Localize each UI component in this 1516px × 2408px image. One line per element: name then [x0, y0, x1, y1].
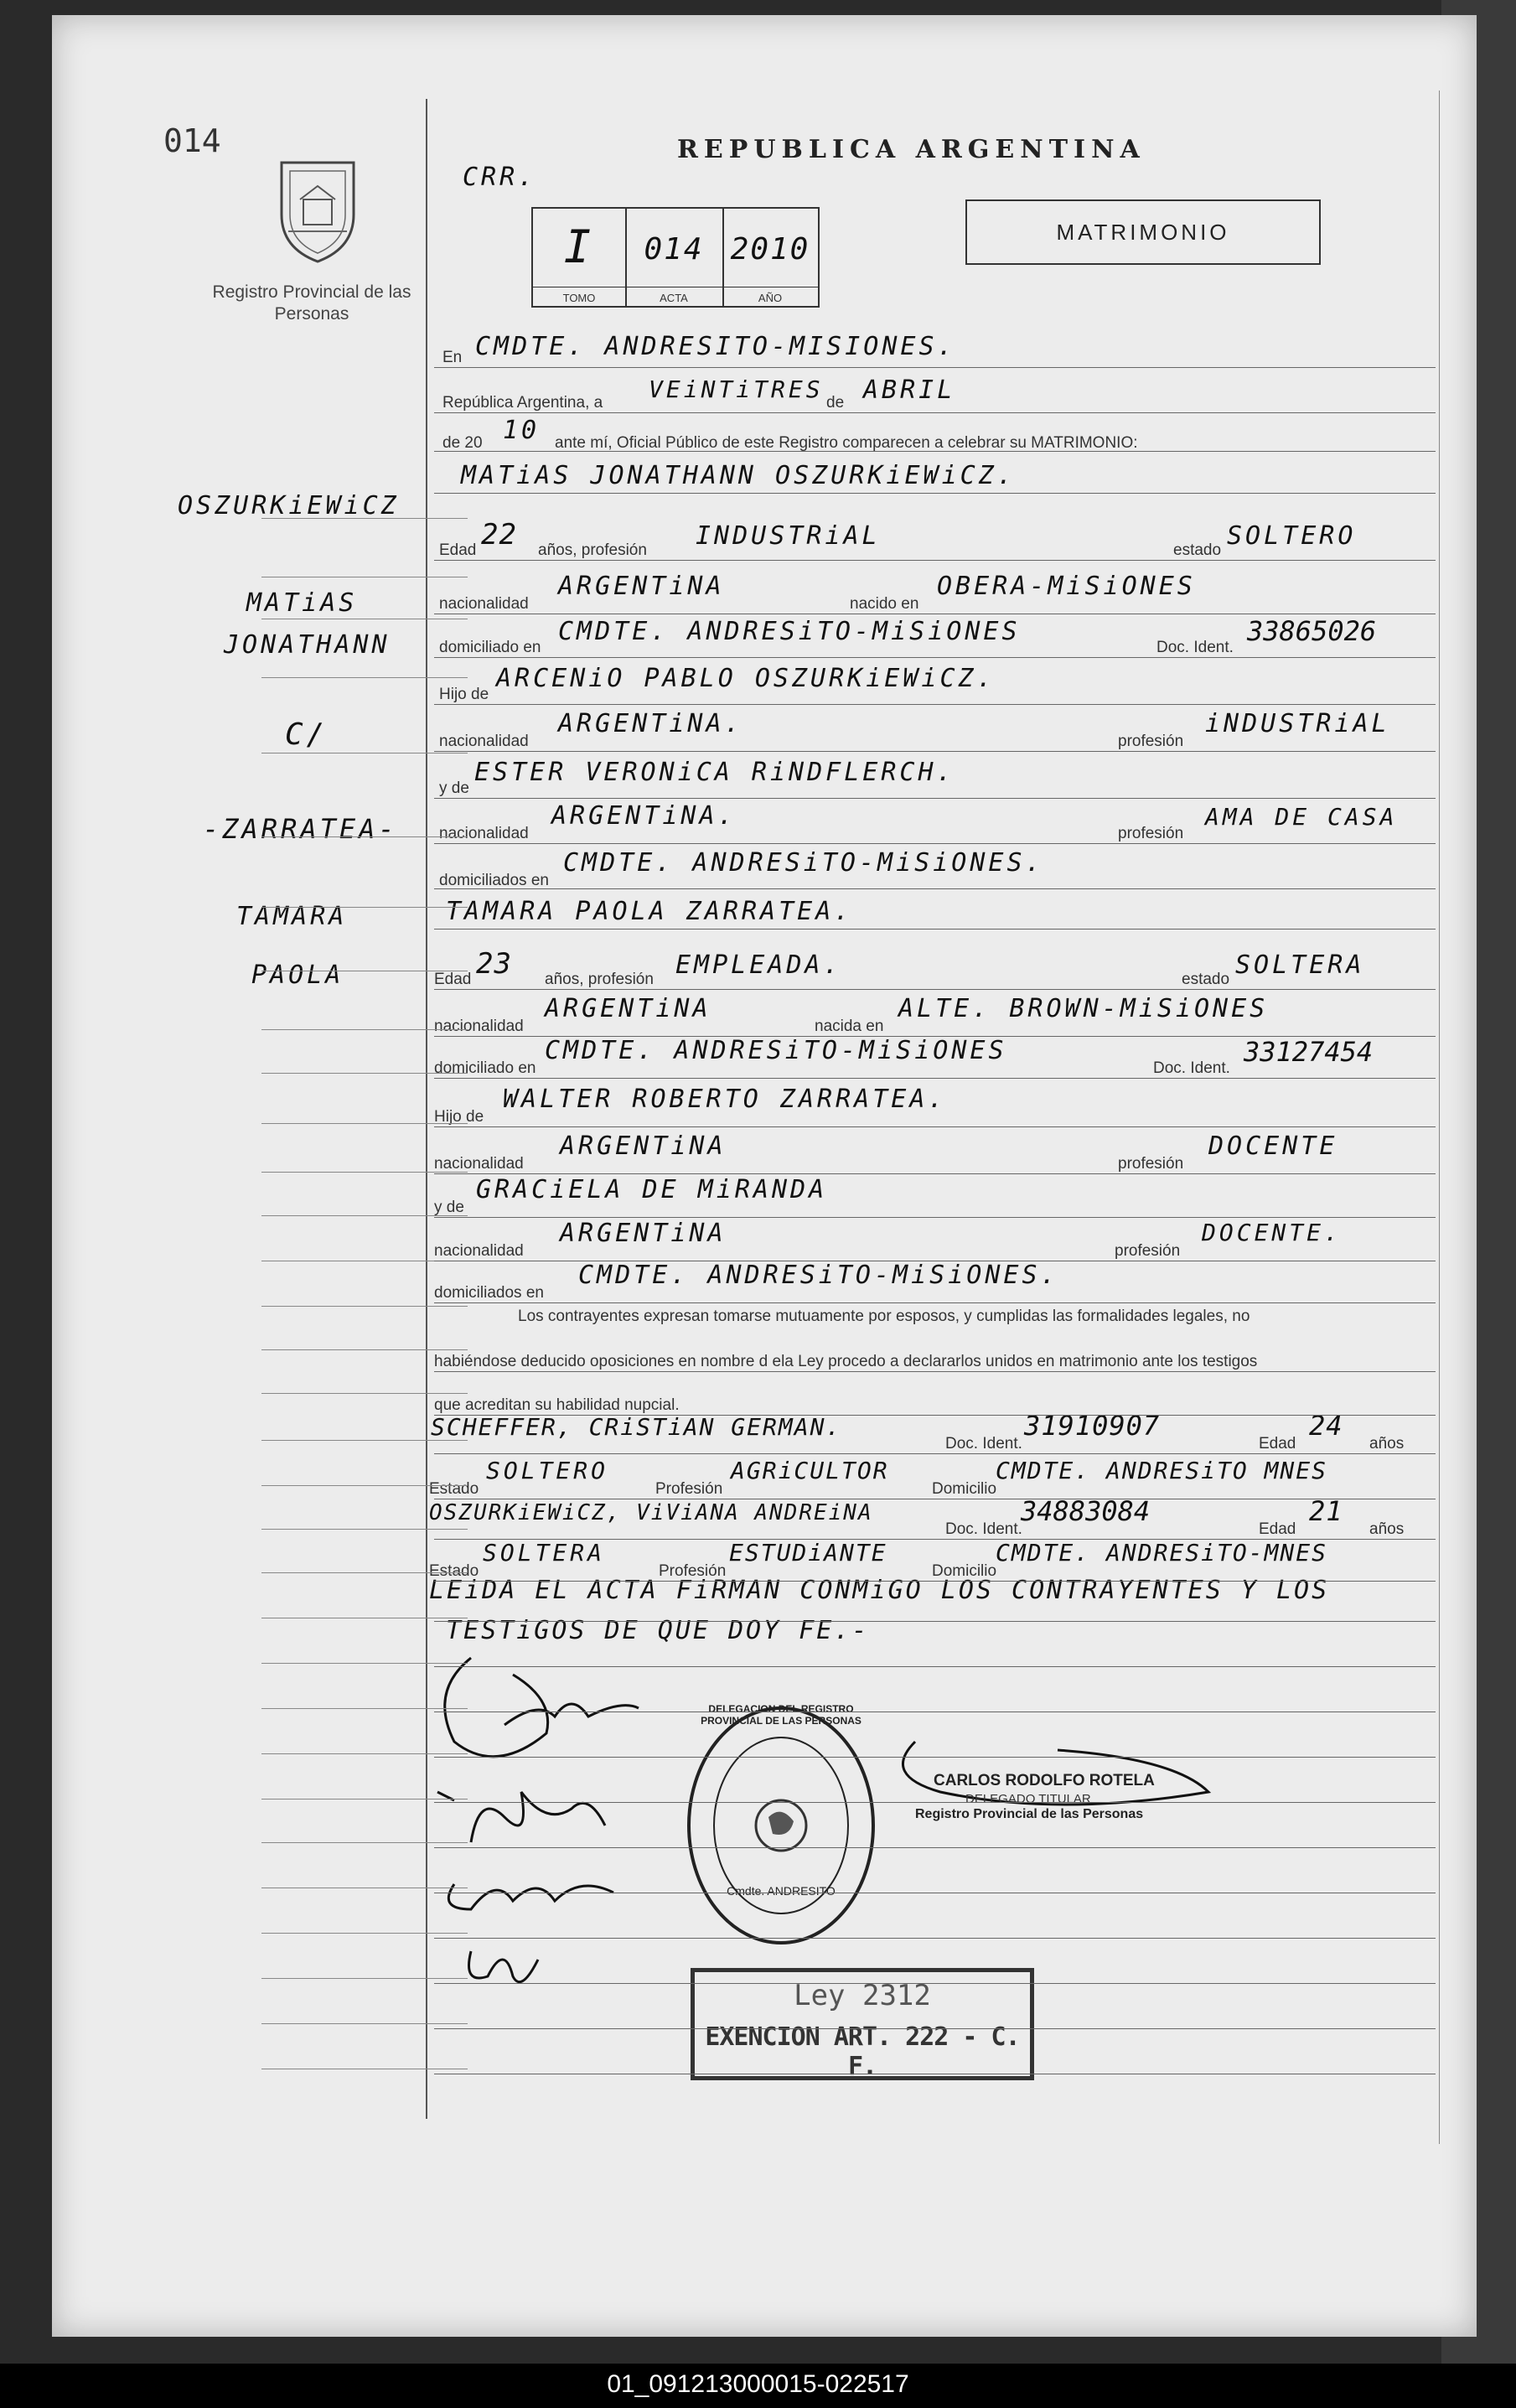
witness1-edad-label: Edad [1259, 1435, 1296, 1453]
groom-mother: ESTER VERONiCA RiNDFLERCH. [474, 758, 955, 787]
body-rule-line [434, 843, 1436, 844]
body-rule-line [434, 412, 1436, 413]
year-digits: 10 [503, 416, 541, 445]
place: CMDTE. ANDRESITO-MISIONES. [475, 332, 956, 361]
margin-rule-line [261, 1215, 468, 1216]
margin-rule-line [261, 518, 468, 519]
body-rule-line [434, 1757, 1436, 1758]
month: ABRIL [863, 375, 956, 405]
bride-doc-number: 33127454 [1244, 1036, 1374, 1068]
bride-estado-label: estado [1182, 971, 1230, 988]
body-rule-line [434, 1802, 1436, 1803]
body-rule-line [434, 1126, 1436, 1127]
margin-rule-line [261, 1029, 468, 1030]
bride-hijo-label: Hijo de [434, 1108, 484, 1126]
groom-edad-label: Edad [439, 541, 477, 559]
document-title: REPUBLICA ARGENTINA [677, 135, 1146, 164]
body-rule-line [434, 367, 1436, 368]
bride-nacida-label: nacida en [815, 1018, 884, 1035]
day: VEiNTiTRES [649, 375, 824, 403]
body-rule-line [434, 798, 1436, 799]
acta-value: 014 [644, 232, 704, 267]
bride-nationality: ARGENTiNA [545, 994, 711, 1023]
groom-estado: SOLTERO [1227, 521, 1357, 551]
tomo-label: TOMO [562, 292, 596, 304]
year-label: de 20 [442, 434, 483, 452]
margin-rule-line [261, 1440, 468, 1441]
margin-rule-line [261, 1842, 468, 1843]
bride-mother-prof-label: profesión [1115, 1242, 1181, 1260]
anio-label: AÑO [758, 292, 783, 304]
groom-parents-dom-label: domiciliados en [439, 872, 549, 889]
bride-edad-label: Edad [434, 971, 472, 988]
bride-father: WALTER ROBERTO ZARRATEA. [503, 1085, 947, 1114]
body-rule-line [434, 560, 1436, 561]
body-rule-line [434, 1453, 1436, 1454]
legal-line-2: habiéndose deducido oposiciones en nombre d ela Ley procedo a declararlos unidos en matrimonio ante los testigos [434, 1353, 1258, 1370]
witness2-name: OSZURKiEWiCZ, ViViANA ANDREiNA [429, 1500, 873, 1525]
round-seal-outer-text: DELEGACION DEL REGISTRO PROVINCIAL DE LAS PERSONAS [701, 1703, 861, 1727]
body-rule-line [434, 1078, 1436, 1079]
bride-nac-label: nacionalidad [434, 1018, 524, 1035]
tomo-acta-anio-box [531, 207, 820, 308]
witness1-anos-label: años [1369, 1435, 1405, 1453]
official-name: CARLOS RODOLFO ROTELA [934, 1772, 1155, 1789]
margin-rule-line [261, 1529, 468, 1530]
witness1-domicile: CMDTE. ANDRESiTO MNES [996, 1457, 1328, 1484]
body-rule-line [434, 1036, 1436, 1037]
body-rule-line [434, 1666, 1436, 1667]
witness2-estado-label: Estado [429, 1562, 479, 1580]
document-type-box: MATRIMONIO [965, 199, 1321, 265]
margin-rule-line [261, 1172, 468, 1173]
body-rule-line [434, 451, 1436, 452]
bride-mother-profession: DOCENTE. [1202, 1219, 1342, 1246]
margin-rule-line [261, 1663, 468, 1664]
margin-bride-name2: PAOLA [251, 961, 344, 990]
law-number: Ley 2312 [794, 1979, 931, 2012]
witness2-prof-label: Profesión [659, 1562, 727, 1580]
bride-anos-prof-label: años, profesión [545, 971, 654, 988]
body-rule-line [434, 1581, 1436, 1582]
margin-rule-line [261, 1708, 468, 1709]
witness1-estado: SOLTERO [486, 1457, 609, 1484]
groom-nationality: ARGENTiNA [558, 572, 725, 601]
groom-father-profession: iNDUSTRiAL [1205, 709, 1390, 738]
groom-dom-label: domiciliado en [439, 639, 541, 656]
bride-father-nationality: ARGENTiNA [560, 1132, 727, 1161]
bride-mother: GRACiELA DE MiRANDA [476, 1175, 828, 1204]
body-rule-line [434, 1621, 1436, 1622]
groom-parents-domicile: CMDTE. ANDRESiTO-MiSiONES. [563, 848, 1044, 878]
witness1-name: SCHEFFER, CRiSTiAN GERMAN. [431, 1413, 842, 1441]
margin-rule-line [261, 836, 468, 837]
margin-rule-line [261, 1799, 468, 1800]
bride-father-profession: DOCENTE [1208, 1132, 1338, 1161]
groom-mother-prof-label: profesión [1118, 825, 1184, 842]
groom-father-prof-label: profesión [1118, 733, 1184, 750]
tomo-value: I [563, 220, 595, 273]
witness2-dom-label: Domicilio [932, 1562, 997, 1580]
bride-domicile: CMDTE. ANDRESiTO-MiSiONES [545, 1036, 1007, 1065]
body-rule-line [434, 1302, 1436, 1303]
bride-mother-nac-label: nacionalidad [434, 1242, 524, 1260]
margin-rule-line [261, 1753, 468, 1754]
body-rule-line [434, 1371, 1436, 1372]
body-rule-line [434, 1173, 1436, 1174]
groom-mother-nac-label: nacionalidad [439, 825, 529, 842]
body-rule-line [434, 989, 1436, 990]
body-rule-line [434, 1217, 1436, 1218]
acta-label: ACTA [660, 292, 688, 304]
margin-rule-line [261, 2023, 468, 2024]
witness2-anos-label: años [1369, 1520, 1405, 1538]
groom-nac-label: nacionalidad [439, 595, 529, 613]
margin-rule-line [261, 1306, 468, 1307]
witness1-dom-label: Domicilio [932, 1480, 997, 1498]
margin-rule-line [261, 1073, 468, 1074]
body-rule-line [434, 704, 1436, 705]
bride-parents-dom-label: domiciliados en [434, 1284, 544, 1302]
legal-line-1: Los contrayentes expresan tomarse mutuamente por esposos, y cumplidas las formalidades legales, no [518, 1308, 1250, 1325]
law-exemption-text: EXENCION ART. 222 - C. F. [705, 2022, 1020, 2081]
witness2-age: 21 [1309, 1495, 1343, 1527]
body-rule-line [434, 751, 1436, 752]
bride-profession: EMPLEADA. [675, 950, 842, 980]
margin-groom-name1: MATiAS [246, 588, 358, 618]
margin-rule-line [261, 1123, 468, 1124]
body-rule-line [434, 888, 1436, 889]
margin-bride-name1: TAMARA [236, 902, 348, 931]
witness1-doc-label: Doc. Ident. [945, 1435, 1022, 1453]
bride-doc-label: Doc. Ident. [1153, 1059, 1230, 1077]
witness2-doc: 34883084 [1021, 1495, 1151, 1527]
body-rule-line [434, 1847, 1436, 1848]
body-rule-line [434, 1983, 1436, 1984]
groom-estado-label: estado [1173, 541, 1222, 559]
margin-rule-line [261, 1393, 468, 1394]
body-rule-line [434, 1938, 1436, 1939]
republica-label: República Argentina, a [442, 394, 603, 412]
bride-estado: SOLTERA [1235, 950, 1365, 980]
province-seal-icon [272, 148, 364, 265]
witness2-doc-label: Doc. Ident. [945, 1520, 1022, 1538]
bride-parents-domicile: CMDTE. ANDRESiTO-MiSiONES. [578, 1261, 1059, 1290]
bride-full-name: TAMARA PAOLA ZARRATEA. [446, 897, 853, 926]
witness1-age: 24 [1309, 1410, 1343, 1442]
groom-doc-label: Doc. Ident. [1156, 639, 1234, 656]
margin-rule-line [261, 1572, 468, 1573]
margin-connector: C/ [285, 717, 329, 752]
body-rule-line [434, 1711, 1436, 1712]
bride-father-nac-label: nacionalidad [434, 1155, 524, 1173]
groom-mother-nationality: ARGENTiNA. [551, 801, 737, 831]
body-rule-line [434, 929, 1436, 930]
witness1-profession: AGRiCULTOR [731, 1457, 889, 1484]
body-rule-line [434, 2028, 1436, 2029]
bride-mother-nationality: ARGENTiNA [560, 1219, 727, 1248]
body-rule-line [434, 493, 1436, 494]
bride-father-prof-label: profesión [1118, 1155, 1184, 1173]
law-exemption-stamp [691, 1968, 1034, 2080]
groom-age: 22 [481, 518, 517, 552]
legal-line-3: que acreditan su habilidad nupcial. [434, 1396, 680, 1414]
groom-yde-label: y de [439, 779, 469, 797]
witness2-estado: SOLTERA [483, 1539, 606, 1566]
bride-dom-label: domiciliado en [434, 1059, 536, 1077]
groom-full-name: MATiAS JONATHANN OSZURKiEWiCZ. [461, 461, 1016, 490]
witness1-prof-label: Profesión [655, 1480, 723, 1498]
groom-hijo-label: Hijo de [439, 686, 489, 703]
round-seal-stamp [680, 1700, 882, 1951]
groom-mother-profession: AMA DE CASA [1205, 803, 1398, 831]
anio-value: 2010 [730, 232, 810, 267]
crr-note: CRR. [463, 163, 537, 192]
body-rule-line [434, 657, 1436, 658]
document-page [52, 15, 1477, 2337]
official-title: DELEGADO TITULAR [965, 1792, 1091, 1806]
body-rule-line [434, 1539, 1436, 1540]
registry-name: Registro Provincial de las Personas [212, 282, 411, 324]
witness2-domicile: CMDTE. ANDRESiTO-MNES [996, 1539, 1328, 1566]
intro-text: ante mí, Oficial Público de este Registro comparecen a celebrar su MATRIMONIO: [555, 434, 1138, 452]
margin-groom-name2: JONATHANN [224, 630, 391, 660]
margin-rule-line [261, 1978, 468, 1979]
groom-profession: INDUSTRiAL [696, 521, 881, 551]
en-label: En [442, 349, 463, 366]
margin-rule-line [261, 1933, 468, 1934]
groom-father-nac-label: nacionalidad [439, 733, 529, 750]
bride-birthplace: ALTE. BROWN-MiSiONES [898, 994, 1269, 1023]
margin-rule-line [261, 907, 468, 908]
de-label: de [826, 394, 845, 412]
bride-age: 23 [476, 947, 512, 981]
groom-nacido-label: nacido en [850, 595, 919, 613]
file-identifier: 01_091213000015-022517 [607, 2370, 909, 2398]
official-org: Registro Provincial de las Personas [915, 1807, 1144, 1821]
groom-anos-prof-label: años, profesión [538, 541, 647, 559]
bride-yde-label: y de [434, 1199, 464, 1216]
margin-bride-surname: -ZARRATEA- [203, 813, 398, 845]
margin-rule-line [261, 1349, 468, 1350]
witness2-edad-label: Edad [1259, 1520, 1296, 1538]
closing-line-2: TESTiGOS DE QUE DOY FE.- [446, 1616, 870, 1645]
official-stamp [890, 1725, 1225, 1821]
closing-line-1: LEiDA EL ACTA FiRMAN CONMiGO LOS CONTRAYENTES Y LOS [429, 1576, 1330, 1605]
groom-doc-number: 33865026 [1247, 615, 1377, 647]
groom-father-nationality: ARGENTiNA. [558, 709, 743, 738]
body-rule-line [434, 1415, 1436, 1416]
margin-rule-line [261, 1485, 468, 1486]
round-seal-inner-text: Cmdte. ANDRESITO [727, 1884, 836, 1898]
witness2-profession: ESTUDiANTE [729, 1539, 887, 1566]
margin-groom-surname: OSZURKiEWiCZ [178, 491, 400, 520]
groom-birthplace: OBERA-MiSiONES [937, 572, 1196, 601]
groom-domicile: CMDTE. ANDRESiTO-MiSiONES [558, 617, 1021, 646]
groom-father: ARCENiO PABLO OSZURKiEWiCZ. [496, 664, 996, 693]
margin-rule-line [261, 677, 468, 678]
page-border-right [1439, 91, 1440, 2144]
witness1-doc: 31910907 [1024, 1410, 1161, 1442]
witness1-estado-label: Estado [429, 1480, 479, 1498]
folio-number: 014 [163, 122, 221, 159]
